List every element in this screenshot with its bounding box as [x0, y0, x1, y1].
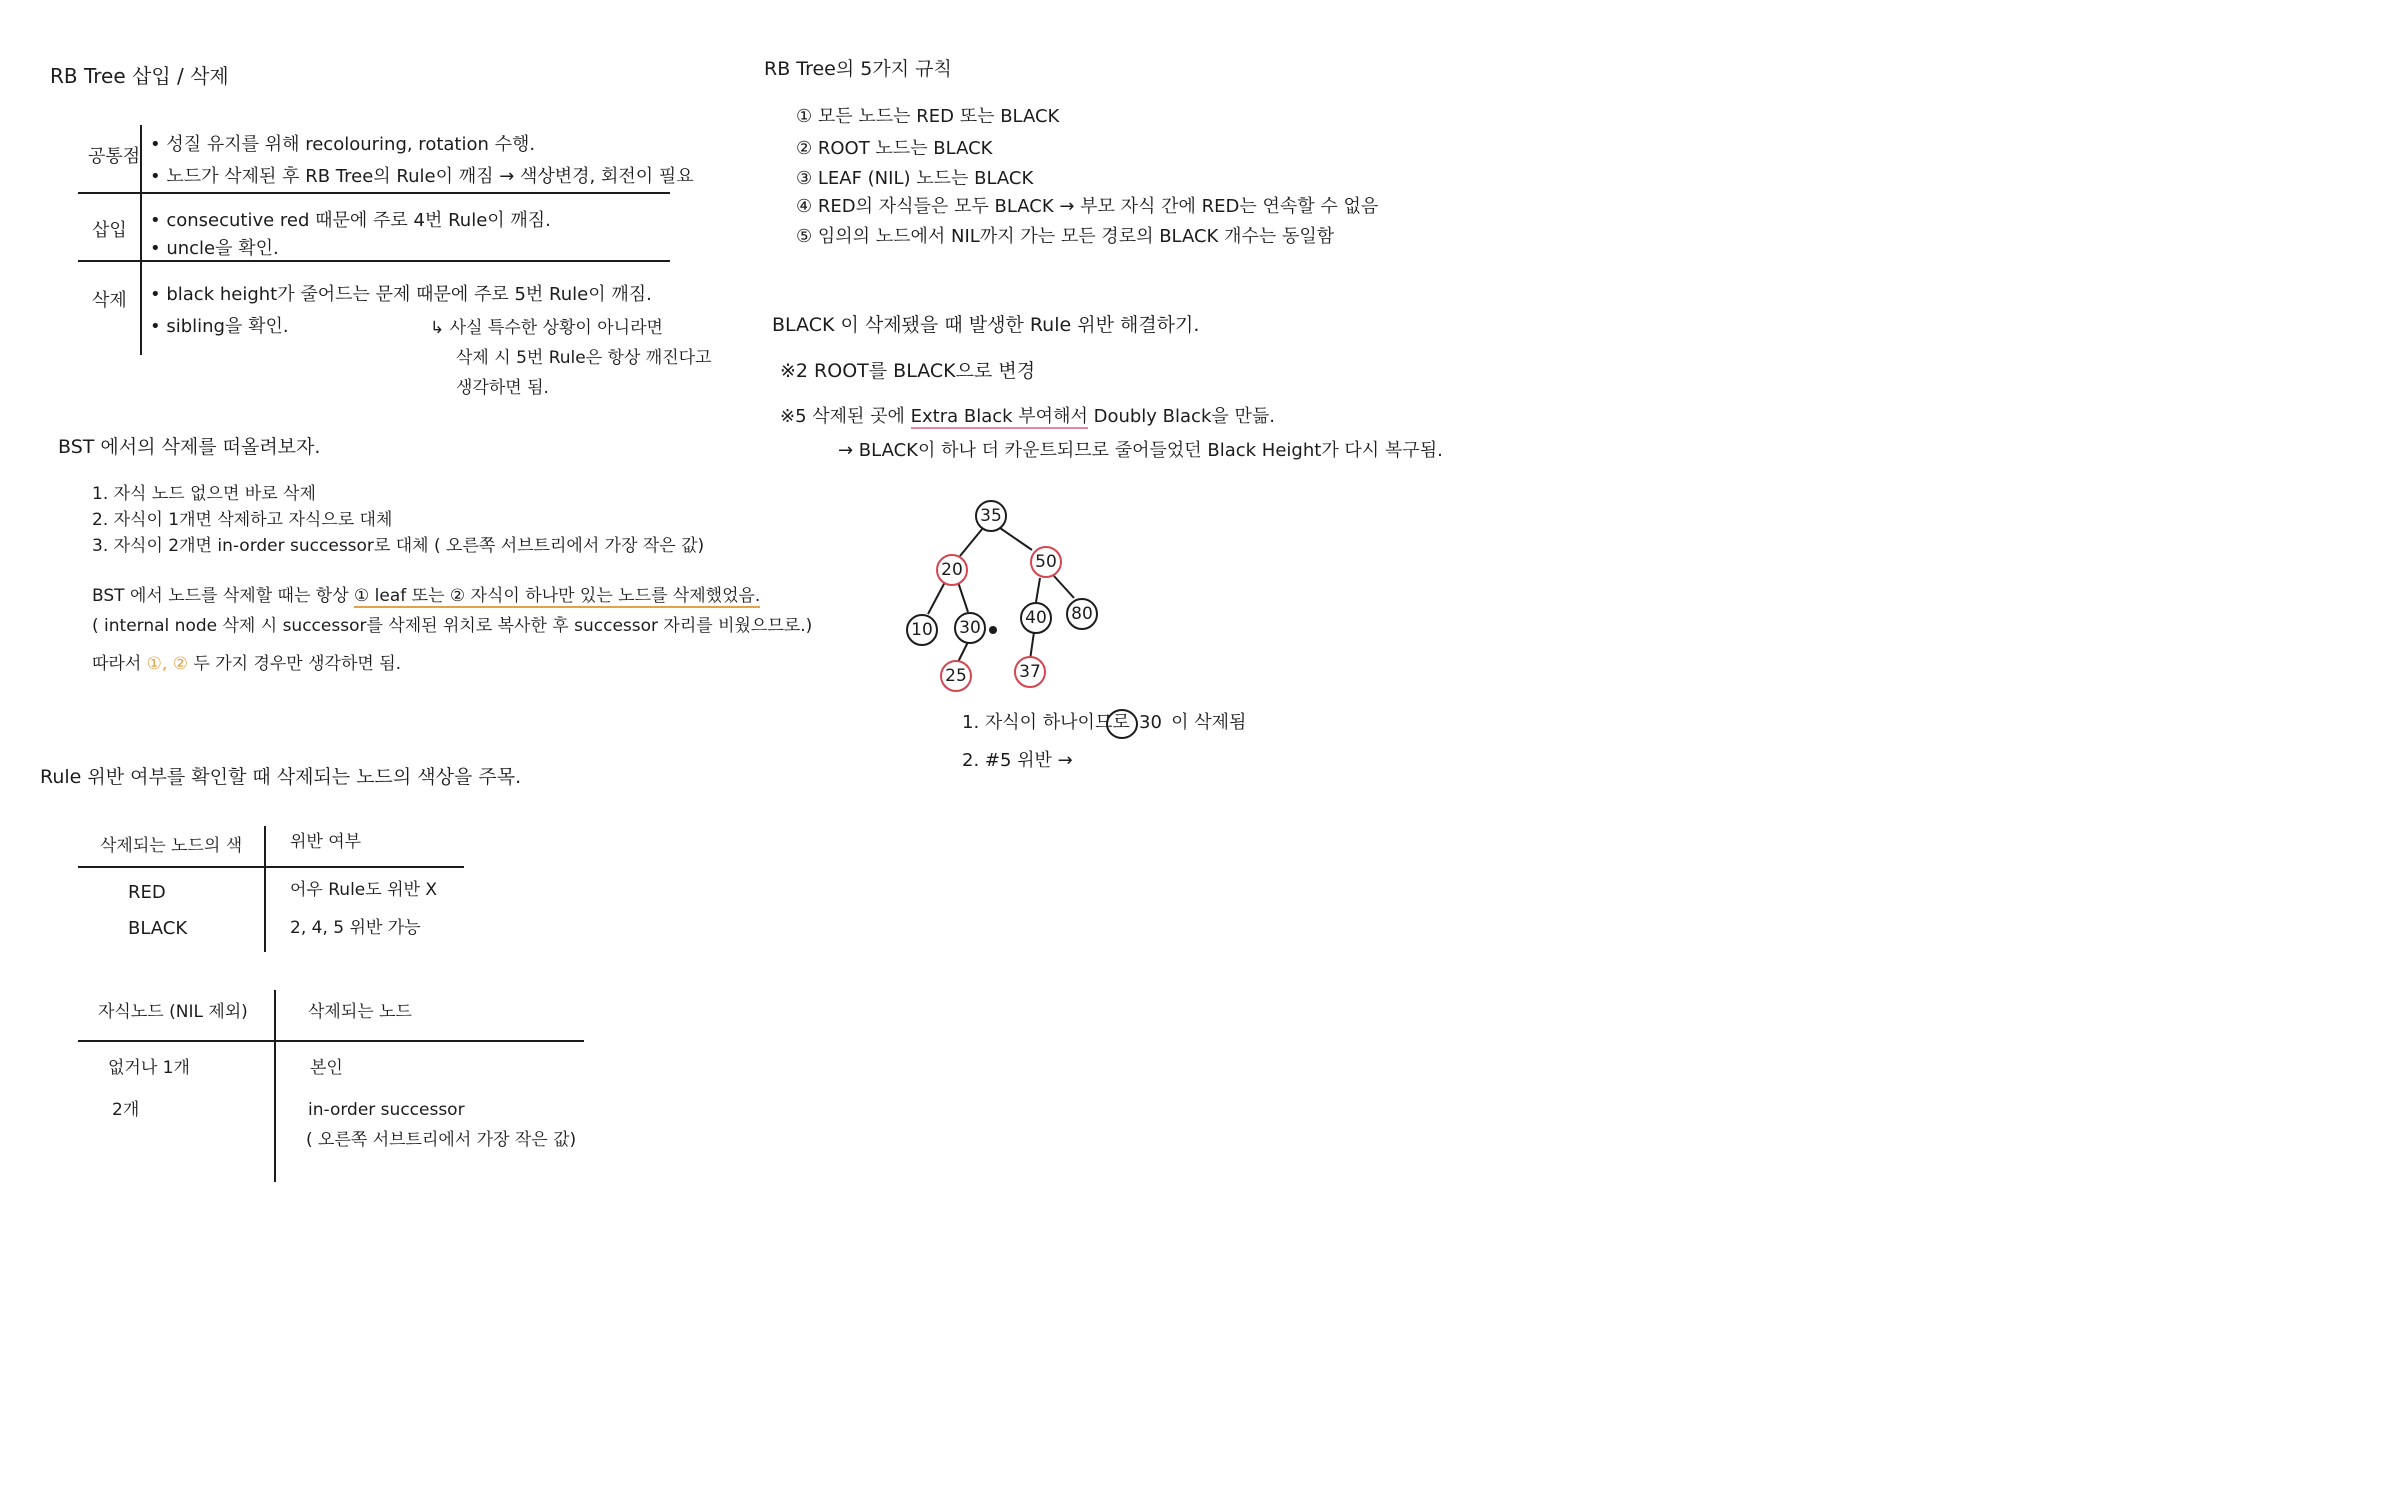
highlighted-cases: ①, ② [146, 654, 188, 674]
tree-node-label: 35 [980, 506, 1002, 526]
row-text: • consecutive red 때문에 주로 4번 Rule이 깨짐. [150, 210, 551, 231]
tree-node-label: 30 [959, 618, 981, 638]
table-cell: in-order successor [308, 1100, 465, 1120]
tree-edge [928, 582, 945, 614]
tree-node-label: 40 [1025, 608, 1047, 628]
bst-title: BST 에서의 삭제를 떠올려보자. [58, 436, 321, 458]
tree-edge [1054, 576, 1074, 598]
tree-edge [958, 582, 968, 612]
tree-node-40 [1021, 603, 1051, 633]
row-text: • 노드가 삭제된 후 RB Tree의 Rule이 깨짐 → 색상변경, 회전이 필요 [150, 166, 694, 187]
row-text: • 성질 유지를 위해 recolouring, rotation 수행. [150, 134, 536, 155]
table-cell: RED [128, 882, 166, 903]
tree-node-label: 50 [1035, 552, 1057, 572]
bst-paragraph: ( internal node 삭제 시 successor를 삭제된 위치로 복사한 후 successor 자리를 비웠으므로.) [92, 616, 813, 636]
row-text: • black height가 줄어드는 문제 때문에 주로 5번 Rule이 깨짐. [150, 284, 652, 305]
bst-step: 2. 자식이 1개면 삭제하고 자식으로 대체 [92, 510, 393, 530]
tree-edge [1030, 632, 1034, 660]
rule-item: ② ROOT 노드는 BLACK [796, 138, 993, 159]
table-cell: 없거나 1개 [108, 1058, 190, 1078]
tree-node-10 [907, 615, 937, 645]
paragraph-text: BST 에서 노드를 삭제할 때는 항상 [92, 586, 355, 606]
table-cell: 어우 Rule도 위반 X [290, 880, 437, 900]
table-cell: 2개 [112, 1100, 140, 1120]
circled-node-label: 30 [1139, 712, 1162, 733]
highlighted-text: ① leaf 또는 ② 자식이 하나만 있는 노드를 삭제했었음. [354, 586, 761, 606]
note-text: 이 삭제됨 [1165, 712, 1247, 733]
column-header: 위반 여부 [290, 832, 362, 852]
tree-node-label: 25 [945, 666, 967, 686]
tree-node-35 [976, 501, 1006, 531]
tree-note: 2. #5 위반 → [962, 750, 1073, 771]
side-note: 생각하면 됨. [456, 378, 549, 398]
paragraph-text: 따라서 [92, 654, 147, 674]
page-title: RB Tree 삽입 / 삭제 [50, 64, 229, 88]
fix-text: ※5 삭제된 곳에 [780, 406, 911, 427]
tree-node-50 [1031, 547, 1061, 577]
tree-note [962, 714, 1246, 732]
row-label-delete: 삭제 [92, 290, 127, 311]
side-note: ↳ 사실 특수한 상황이 아니라면 [430, 318, 663, 338]
fix-text: Doubly Black을 만듦. [1087, 406, 1275, 427]
fix-line: ※2 ROOT를 BLACK으로 변경 [780, 360, 1036, 382]
rule-item: ⑤ 임의의 노드에서 NIL까지 가는 모든 경로의 BLACK 개수는 동일함 [796, 226, 1335, 247]
bst-step: 3. 자식이 2개면 in-order successor로 대체 ( 오른쪽 서브트리에서 가장 작은 값) [92, 536, 705, 556]
table-cell: ( 오른쪽 서브트리에서 가장 작은 값) [306, 1130, 577, 1150]
row-text: • uncle을 확인. [150, 238, 279, 259]
note-text: 1. 자식이 하나이므로 [962, 712, 1136, 733]
tree-edge [958, 642, 968, 662]
row-label-insert: 삽입 [92, 220, 127, 241]
tree-edge [1036, 578, 1040, 602]
paragraph-text: 두 가지 경우만 생각하면 됨. [187, 654, 402, 674]
tree-node-label: 80 [1071, 604, 1093, 624]
table-cell: BLACK [128, 918, 188, 939]
fix-line: → BLACK이 하나 더 카운트되므로 줄어들었던 Black Height가 다시 복구됨. [838, 440, 1443, 461]
fix-title: BLACK 이 삭제됐을 때 발생한 Rule 위반 해결하기. [772, 314, 1200, 336]
cursor-dot [989, 626, 997, 634]
tree-node-label: 37 [1019, 662, 1041, 682]
tree-node-30 [955, 613, 985, 643]
rule-check-title: Rule 위반 여부를 확인할 때 삭제되는 노드의 색상을 주목. [40, 766, 522, 788]
rule-item: ④ RED의 자식들은 모두 BLACK → 부모 자식 간에 RED는 연속할 수 없음 [796, 196, 1379, 217]
row-label-common: 공통점 [88, 146, 141, 167]
tree-node-label: 20 [941, 560, 963, 580]
rule-item: ③ LEAF (NIL) 노드는 BLACK [796, 168, 1034, 189]
table-cell: 2, 4, 5 위반 가능 [290, 918, 421, 938]
column-header: 자식노드 (NIL 제외) [98, 1002, 248, 1022]
side-note: 삭제 시 5번 Rule은 항상 깨진다고 [456, 348, 712, 368]
rule-item: ① 모든 노드는 RED 또는 BLACK [796, 106, 1060, 127]
rules-title: RB Tree의 5가지 규칙 [764, 58, 952, 80]
column-header: 삭제되는 노드의 색 [100, 836, 243, 856]
tree-node-20 [937, 555, 967, 585]
underlined-text: Extra Black 부여해서 [910, 406, 1088, 427]
tree-node-label: 10 [911, 620, 933, 640]
tree-node-37 [1015, 657, 1045, 687]
bst-step: 1. 자식 노드 없으면 바로 삭제 [92, 484, 316, 504]
tree-edge [1000, 528, 1032, 550]
column-header: 삭제되는 노드 [308, 1002, 412, 1022]
tree-node-25 [941, 661, 971, 691]
table-cell: 본인 [310, 1058, 343, 1078]
tree-node-80 [1067, 599, 1097, 629]
tree-edge [960, 528, 983, 556]
row-text: • sibling을 확인. [150, 316, 289, 337]
